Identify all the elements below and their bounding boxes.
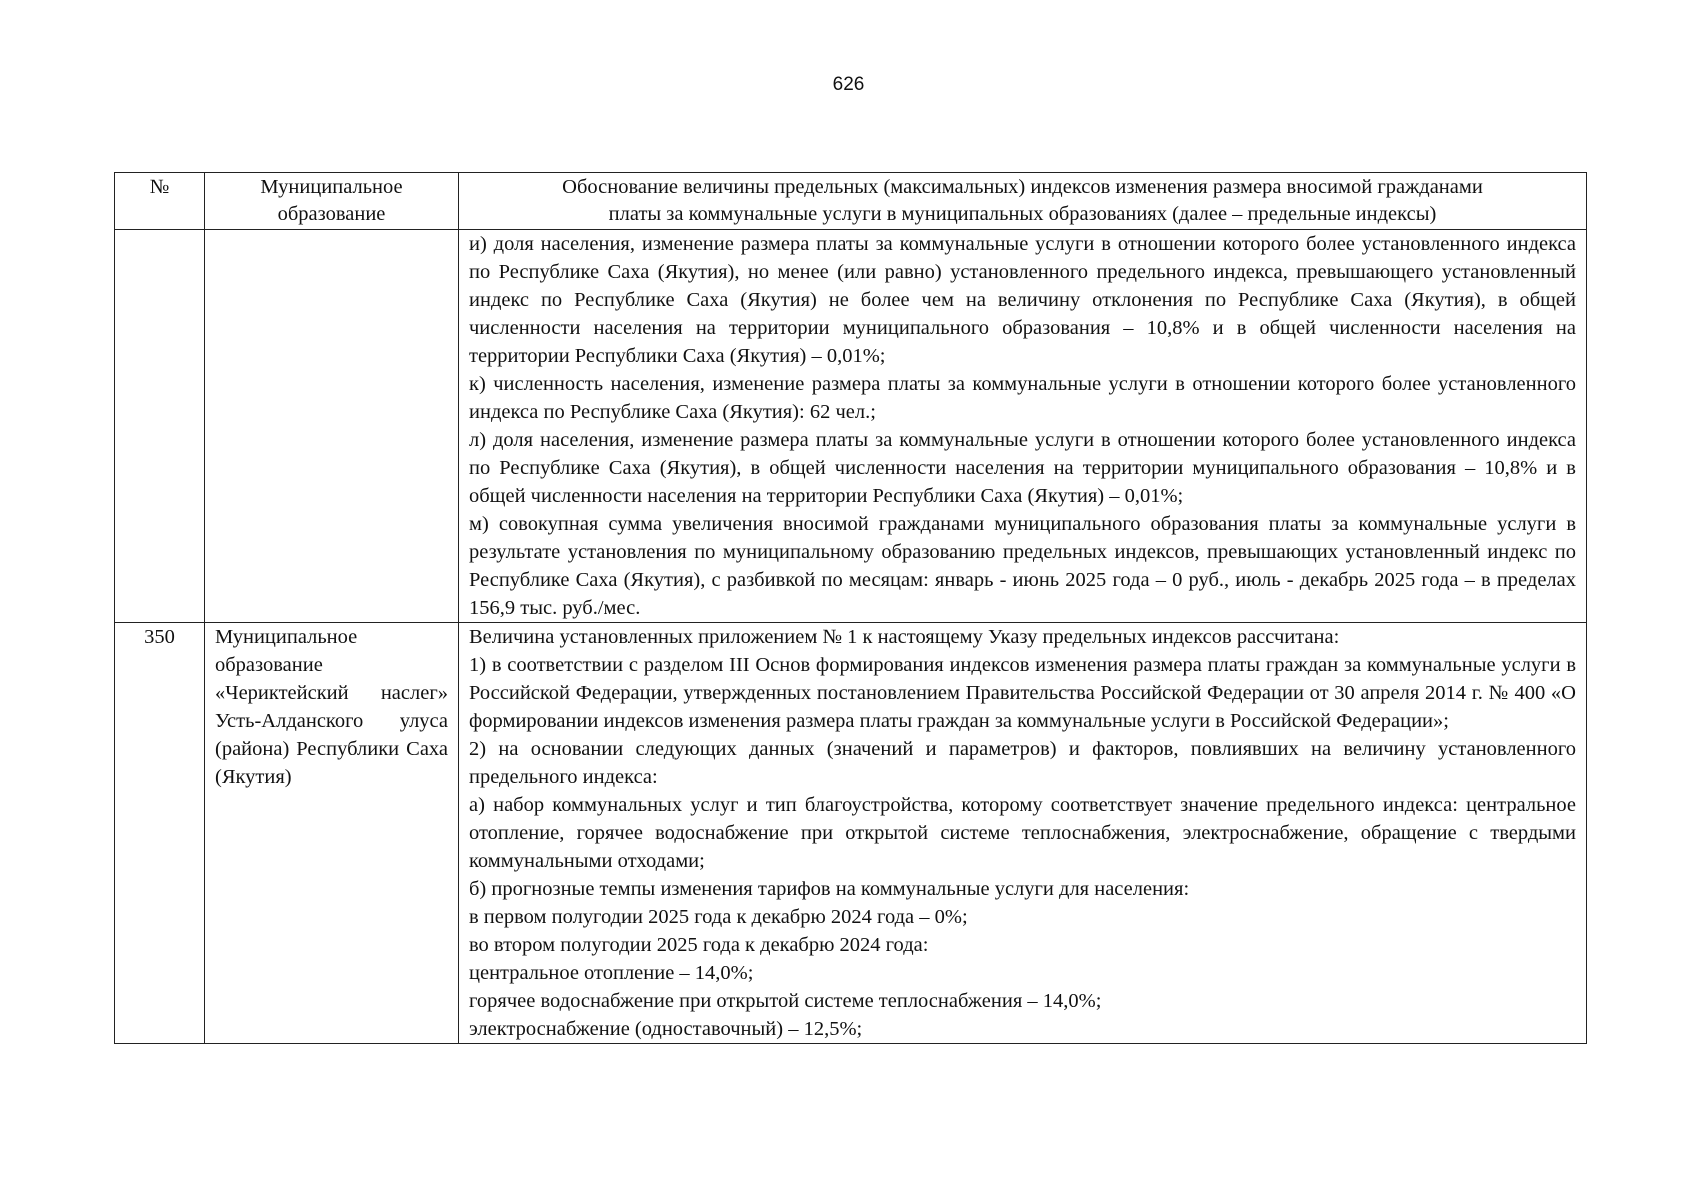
paragraph: Величина установленных приложением № 1 к настоящему Указу предельных индексов рассчитана: bbox=[469, 626, 1340, 648]
paragraph: к) численность населения, изменение размера платы за коммунальные услуги в отношении которого более установленного индекса по Республике Саха (Якутия): 62 чел.; bbox=[469, 373, 1576, 423]
paragraph: а) набор коммунальных услуг и тип благоустройства, которому соответствует значение предельного индекса: центральное отопление, горячее водоснабжение при открытой системе теплоснабжения, электроснабжение, обращение с твердыми коммунальными отходами; bbox=[469, 794, 1576, 872]
paragraph: центральное отопление – 14,0%; bbox=[469, 962, 754, 984]
table-header-row bbox=[115, 173, 1587, 230]
row-num: 350 bbox=[115, 623, 205, 1044]
header-justification-line2: платы за коммунальные услуги в муниципальных образованиях (далее – предельные индексы) bbox=[608, 203, 1437, 225]
header-justification-line1: Обоснование величины предельных (максимальных) индексов изменения размера вносимой гражданами bbox=[562, 176, 1483, 198]
paragraph: во втором полугодии 2025 года к декабрю 2024 года: bbox=[469, 934, 929, 956]
header-justification bbox=[459, 173, 1587, 230]
header-num: № bbox=[115, 173, 205, 230]
paragraph: л) доля населения, изменение размера платы за коммунальные услуги в отношении которого более установленного индекса по Республике Саха (Якутия), в общей численности населения на территории муниципального образования – 10,8% и в общей численности населения на территории Республики Саха (Якутия) – 0,01%; bbox=[469, 429, 1576, 507]
page-number: 626 bbox=[832, 74, 865, 95]
header-municipality-line1: Муниципальное bbox=[260, 176, 403, 198]
row-justification bbox=[459, 623, 1587, 1044]
document-table bbox=[114, 172, 1587, 1044]
paragraph: горячее водоснабжение при открытой системе теплоснабжения – 14,0%; bbox=[469, 990, 1102, 1012]
header-municipality-line2: образование bbox=[277, 203, 386, 225]
header-municipality bbox=[205, 173, 459, 230]
row-justification bbox=[459, 230, 1587, 623]
table-row bbox=[115, 623, 1587, 1044]
paragraph: 2) на основании следующих данных (значений и параметров) и факторов, повлиявших на величину установленного предельного индекса: bbox=[469, 738, 1576, 788]
paragraph: 1) в соответствии с разделом III Основ формирования индексов изменения размера платы граждан за коммунальные услуги в Российской Федерации, утвержденных постановлением Правительства Российской Федерации от 30 апреля 2014 г. № 400 «О формировании индексов изменения размера платы граждан за коммунальные услуги в Российской Федерации»; bbox=[469, 654, 1576, 732]
paragraph: и) доля населения, изменение размера платы за коммунальные услуги в отношении которого более установленного индекса по Республике Саха (Якутия), но менее (или равно) установленного предельного индекса, превышающего установленный индекс по Республике Саха (Якутия) не более чем на величину отклонения по Республике Саха (Якутия), в общей численности населения на территории муниципального образования – 10,8% и в общей численности населения на территории Республики Саха (Якутия) – 0,01%; bbox=[469, 233, 1576, 367]
row-municipality: Муниципальное образование «Чериктейский наслег» Усть-Алданского улуса (района) Республики Саха (Якутия) bbox=[205, 623, 459, 1044]
paragraph: м) совокупная сумма увеличения вносимой гражданами муниципального образования платы за коммунальные услуги в результате установления по муниципальному образованию предельных индексов, превышающих установленный индекс по Республике Саха (Якутия), с разбивкой по месяцам: январь - июнь 2025 года – 0 руб., июль - декабрь 2025 года – в пределах 156,9 тыс. руб./мес. bbox=[469, 513, 1576, 619]
paragraph: электроснабжение (одноставочный) – 12,5%; bbox=[469, 1018, 863, 1040]
row-num bbox=[115, 230, 205, 623]
row-municipality bbox=[205, 230, 459, 623]
table-row bbox=[115, 230, 1587, 623]
paragraph: б) прогнозные темпы изменения тарифов на коммунальные услуги для населения: bbox=[469, 878, 1190, 900]
paragraph: в первом полугодии 2025 года к декабрю 2024 года – 0%; bbox=[469, 906, 968, 928]
